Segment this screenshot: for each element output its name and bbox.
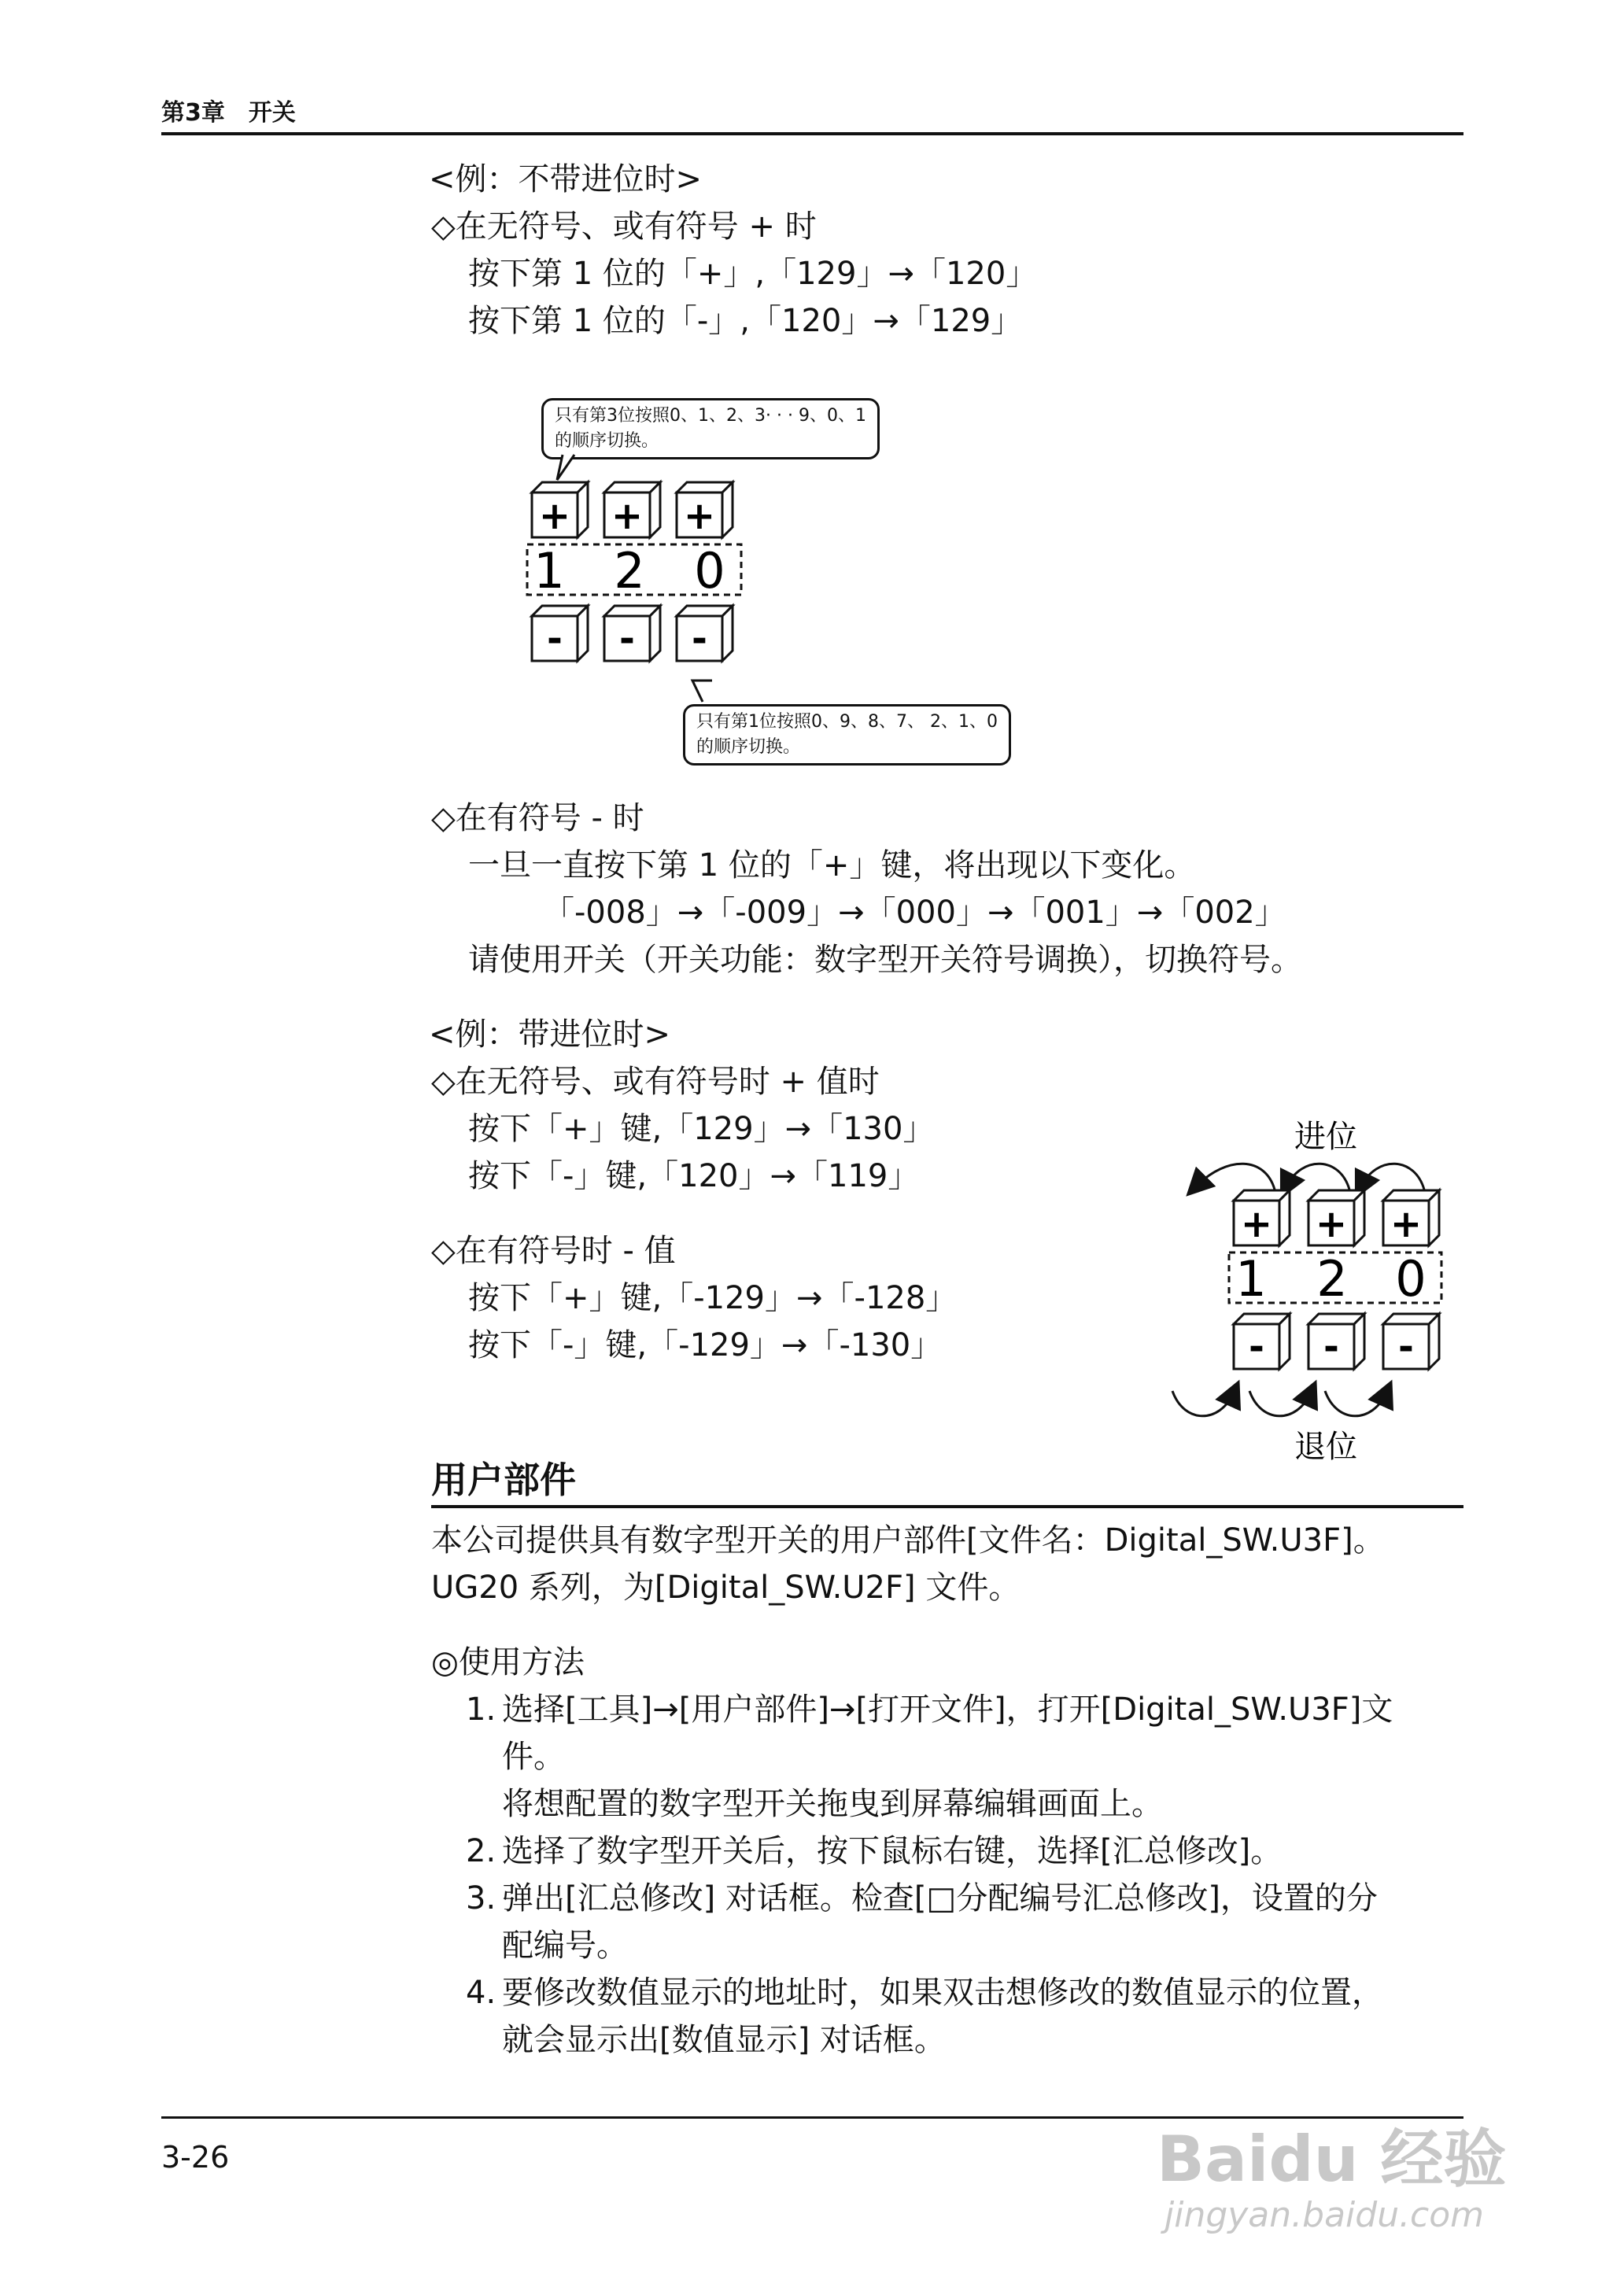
minus-key-2-label: -: [619, 617, 635, 661]
plus-key-1[interactable]: [532, 482, 588, 538]
chapter-header: 第3章 开关: [161, 99, 296, 127]
minus-key-3-label: -: [692, 617, 707, 661]
minus-key-2[interactable]: [604, 606, 660, 661]
step-1-line1: 选择[工具]→[用户部件]→[打开文件]，打开[Digital_SW.U3F]文: [502, 1692, 1393, 1728]
step-3-number: 3.: [466, 1880, 496, 1917]
step-3-line1: 弹出[汇总修改] 对话框。检查[□分配编号汇总修改]，设置的分: [502, 1880, 1378, 1917]
example1-case2-heading: ◇在有符号 - 时: [431, 800, 644, 836]
callout-first-digit-line1: 只有第1位按照0、9、8、7、 2、1、0: [696, 712, 998, 732]
plus-key-1-label: +: [538, 494, 571, 538]
example2-case1-heading: ◇在无符号、或有符号时 + 值时: [431, 1064, 880, 1100]
borrow-arrow-1: [1172, 1391, 1234, 1416]
borrow-minus-key-1-label: -: [1249, 1325, 1264, 1369]
carry-plus-key-1[interactable]: [1234, 1190, 1290, 1246]
carry-arrow-3: [1196, 1164, 1275, 1190]
step-3-line2: 配编号。: [502, 1928, 628, 1964]
carry-plus-key-2[interactable]: [1308, 1190, 1364, 1246]
example2-case2-heading: ◇在有符号时 - 值: [431, 1233, 676, 1269]
borrow-arrow-2: [1249, 1391, 1311, 1416]
borrow-minus-key-2-label: -: [1323, 1325, 1339, 1369]
step-1-line3: 将想配置的数字型开关拖曳到屏幕编辑画面上。: [502, 1786, 1163, 1822]
digit-3: 0: [694, 542, 725, 599]
example1-case1-line2: 按下第 1 位的「-」,「120」→「129」: [468, 303, 1023, 339]
user-parts-intro-1: 本公司提供具有数字型开关的用户部件[文件名：Digital_SW.U3F]。: [431, 1522, 1385, 1559]
watermark-brand: Baidu 经验: [1157, 2123, 1507, 2196]
borrow-label: 退位: [1294, 1429, 1357, 1463]
plus-key-2[interactable]: [604, 482, 660, 538]
example1-case1-heading: ◇在无符号、或有符号 + 时: [431, 208, 817, 245]
step-4-line2: 就会显示出[数值显示] 对话框。: [502, 2022, 946, 2058]
callout-first-digit: [683, 704, 1011, 766]
example1-case1-line1: 按下第 1 位的「+」,「129」→「120」: [468, 256, 1038, 292]
callout-third-digit-line1: 只有第3位按照0、1、2、3· · · 9、0、1: [555, 406, 866, 426]
digit-2: 2: [614, 542, 645, 599]
example2-case2-line2: 按下「-」键,「-129」→「-130」: [468, 1327, 943, 1363]
carry-plus-key-1-label: +: [1240, 1202, 1273, 1246]
borrow-minus-key-2[interactable]: [1308, 1314, 1364, 1369]
carry-digit-2: 2: [1316, 1250, 1348, 1308]
user-parts-title: 用户部件: [431, 1459, 576, 1501]
step-4-number: 4.: [466, 1975, 496, 2011]
user-parts-rule: [431, 1505, 1463, 1508]
carry-plus-key-3-label: +: [1390, 1202, 1423, 1246]
user-parts-intro-2: UG20 系列，为[Digital_SW.U2F] 文件。: [431, 1570, 1021, 1606]
carry-digit-1: 1: [1235, 1250, 1267, 1308]
example1-case2-line1: 一旦一直按下第 1 位的「+」键，将出现以下变化。: [468, 847, 1196, 884]
minus-key-3[interactable]: [677, 606, 733, 661]
plus-key-3-label: +: [683, 494, 716, 538]
carry-plus-key-3[interactable]: [1383, 1190, 1439, 1246]
step-1-number: 1.: [466, 1692, 496, 1728]
borrow-minus-key-1[interactable]: [1234, 1314, 1290, 1369]
example2-title: <例：带进位时>: [429, 1016, 671, 1053]
example2-case1-line1: 按下「+」键,「129」→「130」: [468, 1111, 935, 1147]
carry-arrow-1: [1361, 1164, 1424, 1190]
example1-case2-line2: 「-008」→「-009」→「000」→「001」→「002」: [543, 895, 1286, 931]
example2-case2-line1: 按下「+」键,「-129」→「-128」: [468, 1280, 958, 1316]
borrow-minus-key-3-label: -: [1398, 1325, 1414, 1369]
step-2-line1: 选择了数字型开关后，按下鼠标右键，选择[汇总修改]。: [502, 1833, 1283, 1869]
example2-case1-line2: 按下「-」键,「120」→「119」: [468, 1158, 920, 1194]
minus-key-1[interactable]: [532, 606, 588, 661]
minus-key-1-label: -: [547, 617, 563, 661]
example1-case2-line3: 请使用开关（开关功能：数字型开关符号调换），切换符号。: [468, 942, 1302, 978]
callout-third-digit-line2: 的顺序切换。: [555, 431, 659, 451]
carry-arrow-2: [1286, 1164, 1349, 1190]
carry-plus-key-2-label: +: [1315, 1202, 1348, 1246]
step-4-line1: 要修改数值显示的地址时，如果双击想修改的数值显示的位置，: [502, 1975, 1383, 2011]
usage-heading: ◎使用方法: [431, 1644, 585, 1680]
plus-key-3[interactable]: [677, 482, 733, 538]
header-rule: [161, 132, 1463, 135]
borrow-arrow-3: [1325, 1391, 1386, 1416]
watermark-url: jingyan.baidu.com: [1164, 2195, 1485, 2235]
plus-key-2-label: +: [611, 494, 644, 538]
digit-1: 1: [533, 542, 565, 599]
example1-title: <例：不带进位时>: [429, 161, 703, 197]
digital-switch-diagram-1: [519, 448, 771, 708]
digital-switch-diagram-2: [1164, 1101, 1479, 1463]
step-1-line2: 件。: [502, 1739, 565, 1775]
borrow-minus-key-3[interactable]: [1383, 1314, 1439, 1369]
page-number: 3-26: [161, 2140, 230, 2175]
carry-label: 进位: [1294, 1119, 1357, 1155]
callout-first-digit-line2: 的顺序切换。: [696, 737, 801, 757]
step-2-number: 2.: [466, 1833, 496, 1869]
carry-digit-3: 0: [1395, 1250, 1427, 1308]
